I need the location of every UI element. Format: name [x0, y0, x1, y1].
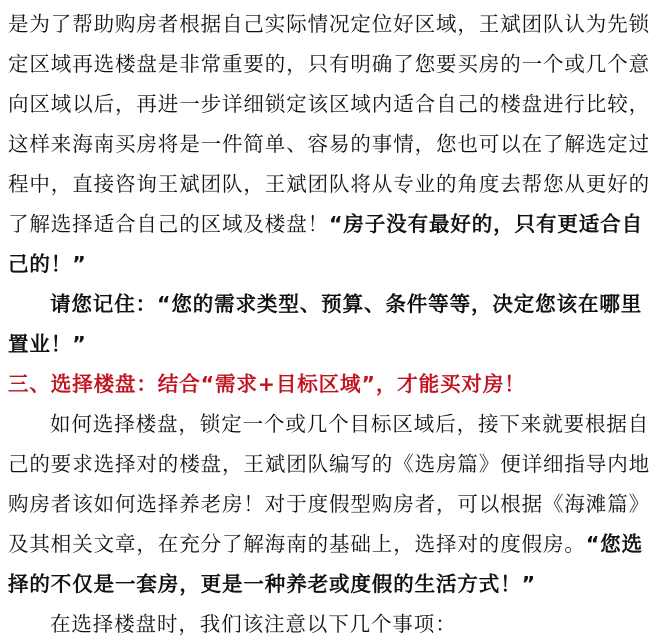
- paragraph-1-line-6: [8, 204, 656, 244]
- paragraph-1-line-7: 己的！”: [8, 252, 87, 276]
- paragraph-3-line-4: [8, 524, 656, 564]
- paragraph-1-line-5: 程中，直接咨询王斌团队，王斌团队将从专业的角度去帮您从更好的: [8, 172, 650, 196]
- paragraph-2-line-2: 置业！”: [8, 332, 87, 356]
- paragraph-3-line-5: 择的不仅是一套房，更是一种养老或度假的生活方式！”: [8, 572, 536, 596]
- paragraph-3-line-3: 购房者该如何选择养老房！对于度假型购房者，可以根据《海滩篇》: [8, 492, 650, 516]
- paragraph-1-line-1: 是为了帮助购房者根据自己实际情况定位好区域，王斌团队认为先锁: [8, 12, 650, 36]
- paragraph-2-line-1: 请您记住：“您的需求类型、预算、条件等等，决定您该在哪里: [50, 292, 643, 316]
- paragraph-4-line-1: 在选择楼盘时，我们该注意以下几个事项：: [50, 612, 457, 636]
- section-heading: 三、选择楼盘：结合“需求+目标区域”，才能买对房！: [8, 372, 526, 396]
- paragraph-3-line-2: 己的要求选择对的楼盘，王斌团队编写的《选房篇》便详细指导内地: [8, 452, 650, 476]
- paragraph-3-line-1: 如何选择楼盘，锁定一个或几个目标区域后，接下来就要根据自: [50, 412, 650, 436]
- paragraph-1-line-6-normal: 了解选择适合自己的区域及楼盘！: [8, 212, 329, 236]
- paragraph-3-line-4-bold: “您选: [585, 532, 643, 556]
- paragraph-3-line-4-normal: 及其相关文章，在充分了解海南的基础上，选择对的度假房。: [8, 532, 586, 556]
- paragraph-1-line-3: 向区域以后，再进一步详细锁定该区域内适合自己的楼盘进行比较，: [8, 92, 650, 116]
- paragraph-1-line-4: 这样来海南买房将是一件简单、容易的事情，您也可以在了解选定过: [8, 132, 650, 156]
- paragraph-1-line-2: 定区域再选楼盘是非常重要的，只有明确了您要买房的一个或几个意: [8, 52, 650, 76]
- paragraph-1-line-6-bold: “房子没有最好的，只有更适合自: [329, 212, 643, 236]
